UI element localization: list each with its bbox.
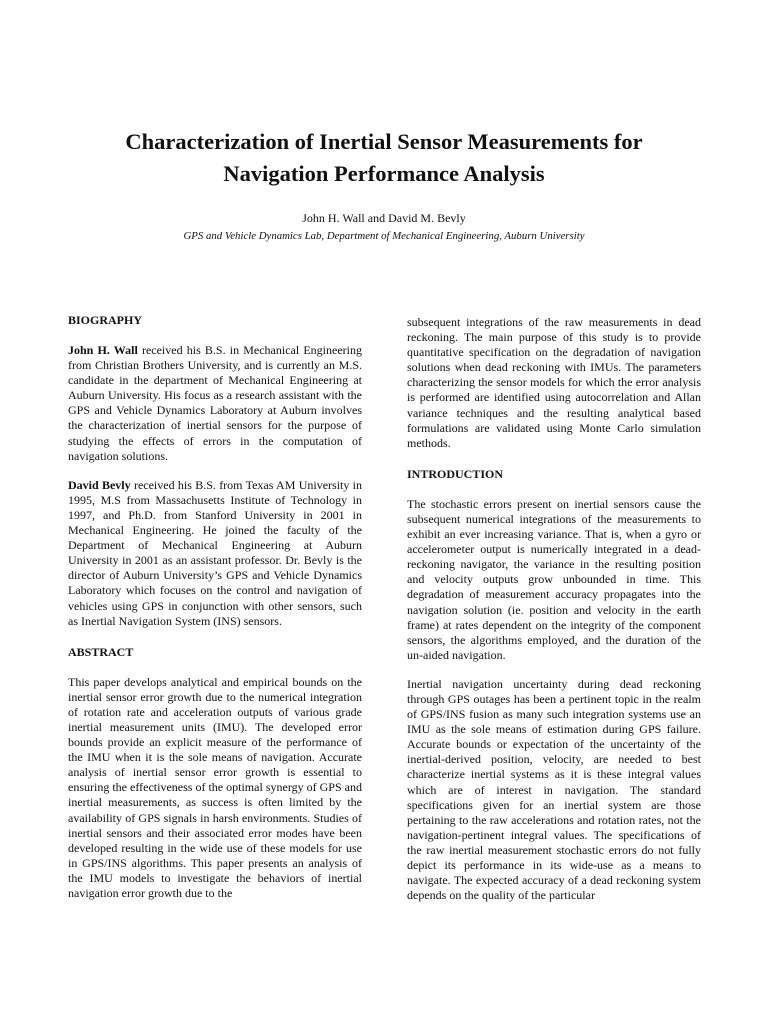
bio-text-wall: received his B.S. in Mechanical Engineering from Christian Brothers University, and is currently an M.S. candidate in the department of Mechanical Engineering at Auburn University. His focus as a research assistant with the GPS and Vehicle Dynamics Laboratory at Auburn involves the characterization of inertial sensors for the purpose of studying the effects of errors in the computation of navigation solutions. [68, 343, 362, 463]
bio-text-bevly: received his B.S. from Texas AM University in 1995, M.S from Massachusetts Institute of Technology in 1997, and Ph.D. from Stanford University in 2001 in Mechanical Engineering. He joined the faculty of the Department of Mechanical Engineering at Auburn University in 2001 as an assistant professor. Dr. Bevly is the director of Auburn University’s GPS and Vehicle Dynamics Laboratory which focuses on the control and navigation of vehicles using GPS in conjunction with other sensors, such as Inertial Navigation System (INS) sensors. [68, 477, 362, 628]
abstract-continuation: subsequent integrations of the raw measurements in dead reckoning. The main purpose of this study is to provide quantitative specification on the degradation of navigation solutions when dead reckoning with IMUs. The parameters characterizing the sensor models for which the error analysis is performed are identified using autocorrelation and Allan variance techniques and the resulting analytical based formulations are validated using Monte Carlo simulation methods. [407, 315, 701, 450]
title-line-2: Navigation Performance Analysis [223, 161, 545, 186]
affiliation: GPS and Vehicle Dynamics Lab, Department of Mechanical Engineering, Auburn University [183, 230, 585, 242]
introduction-heading: INTRODUCTION [407, 466, 504, 481]
bio-name-wall: John H. Wall [68, 343, 138, 357]
intro-paragraph-1: The stochastic errors present on inertial sensors cause the subsequent numerical integrations of the measurements to exhibit an ever increasing variance. That is, when a gyro or accelerometer output is numerically integrated in a dead-reckoning navigator, the variance in the resulting position and velocity outputs grow unbounded in time. This degradation of measurement accuracy propagates into the navigation solution (ie. position and velocity in the earth frame) at rates dependent on the integrity of the component sensors, the algorithms employed, and the duration of the un-aided navigation. [407, 496, 701, 662]
biography-heading: BIOGRAPHY [68, 313, 143, 327]
title-line-1: Characterization of Inertial Sensor Measurements for [125, 129, 643, 154]
abstract-paragraph: This paper develops analytical and empirical bounds on the inertial sensor error growth due to the numerical integration of rotation rate and acceleration outputs of various grade inertial measurement units (IMU). The developed error bounds provide an explicit measure of the performance of the IMU when it is the sole means of navigation. Accurate analysis of inertial sensor error growth is essential to ensuring the effectiveness of the optimal synergy of GPS and inertial measurements, as success is often limited by the availability of GPS signals in harsh environments. Studies of inertial sensors and their associated error modes have been developed resulting in the wide use of these models for use in GPS/INS algorithms. This paper presents an analysis of the IMU models to investigate the behaviors of inertial navigation error growth due to the [68, 674, 362, 900]
bio-name-bevly: David Bevly [68, 477, 131, 492]
abstract-heading: ABSTRACT [68, 644, 134, 659]
bio-paragraph-wall [68, 343, 362, 464]
left-column [68, 313, 362, 901]
right-column [407, 315, 701, 903]
intro-paragraph-2: Inertial navigation uncertainty during dead reckoning through GPS outages has been a pertinent topic in the realm of GPS/INS fusion as many such integration systems use an IMU as the sole means of estimation during GPS failure. Accurate bounds or expectation of the uncertainty of the inertial-derived position, velocity, are needed to best characterize inertial systems as it is these integral values which are of interest in navigation. The standard specifications given for an inertial system are those pertaining to the raw accelerations and rotation rates, not the navigation-pertinent integral values. The specifications of the raw inertial measurement stochastic errors do not fully depict its performance in its wide-use as a means to navigate. The expected accuracy of a dead reckoning system depends on the quality of the particular [407, 676, 701, 903]
bio-paragraph-bevly [68, 478, 362, 629]
author-list: John H. Wall and David M. Bevly [302, 211, 466, 225]
paper-title [40, 126, 728, 190]
